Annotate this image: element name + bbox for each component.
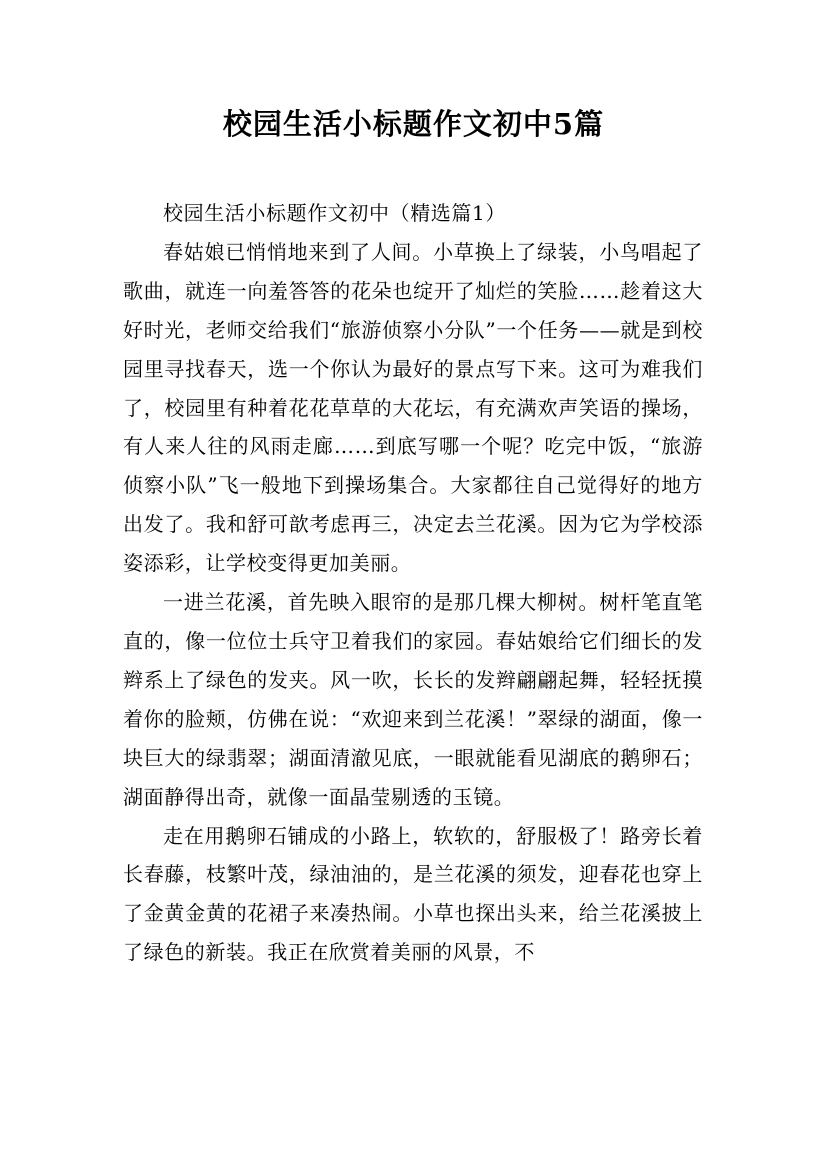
document-body (123, 194, 703, 972)
paragraph-3: 走在用鹅卵石铺成的小路上，软软的，舒服极了！路旁长着长春藤，枝繁叶茂，绿油油的，是兰花溪的须发，迎春花也穿上了金黄金黄的花裙子来凑热闹。小草也探出头来，给兰花溪披上了绿色的新装。我正在欣赏着美丽的风景，不 (123, 823, 703, 965)
paragraph-2: 一进兰花溪，首先映入眼帘的是那几棵大柳树。树杆笔直笔直的，像一位位士兵守卫着我们的家园。春姑娘给它们细长的发辫系上了绿色的发夹。风一吹，长长的发辫翩翩起舞，轻轻抚摸着你的脸颊，仿佛在说：“欢迎来到兰花溪！”翠绿的湖面，像一块巨大的绿翡翠；湖面清澈见底，一眼就能看见湖底的鹅卵石；湖面静得出奇，就像一面晶莹剔透的玉镜。 (123, 590, 703, 809)
document-title: 校园生活小标题作文初中5篇 (222, 107, 605, 141)
section-heading: 校园生活小标题作文初中（精选篇1） (163, 201, 506, 225)
paragraph-1: 春姑娘已悄悄地来到了人间。小草换上了绿装，小鸟唱起了歌曲，就连一向羞答答的花朵也绽开了灿烂的笑脸……趁着这大好时光，老师交给我们“旅游侦察小分队”一个任务——就是到校园里寻找春天，选一个你认为最好的景点写下来。这可为难我们了，校园里有种着花花草草的大花坛，有充满欢声笑语的操场，有人来人往的风雨走廊……到底写哪一个呢？吃完中饭，“旅游侦察小队”飞一般地下到操场集合。大家都往自己觉得好的地方出发了。我和舒可歆考虑再三，决定去兰花溪。因为它为学校添姿添彩，让学校变得更加美丽。 (123, 239, 703, 576)
